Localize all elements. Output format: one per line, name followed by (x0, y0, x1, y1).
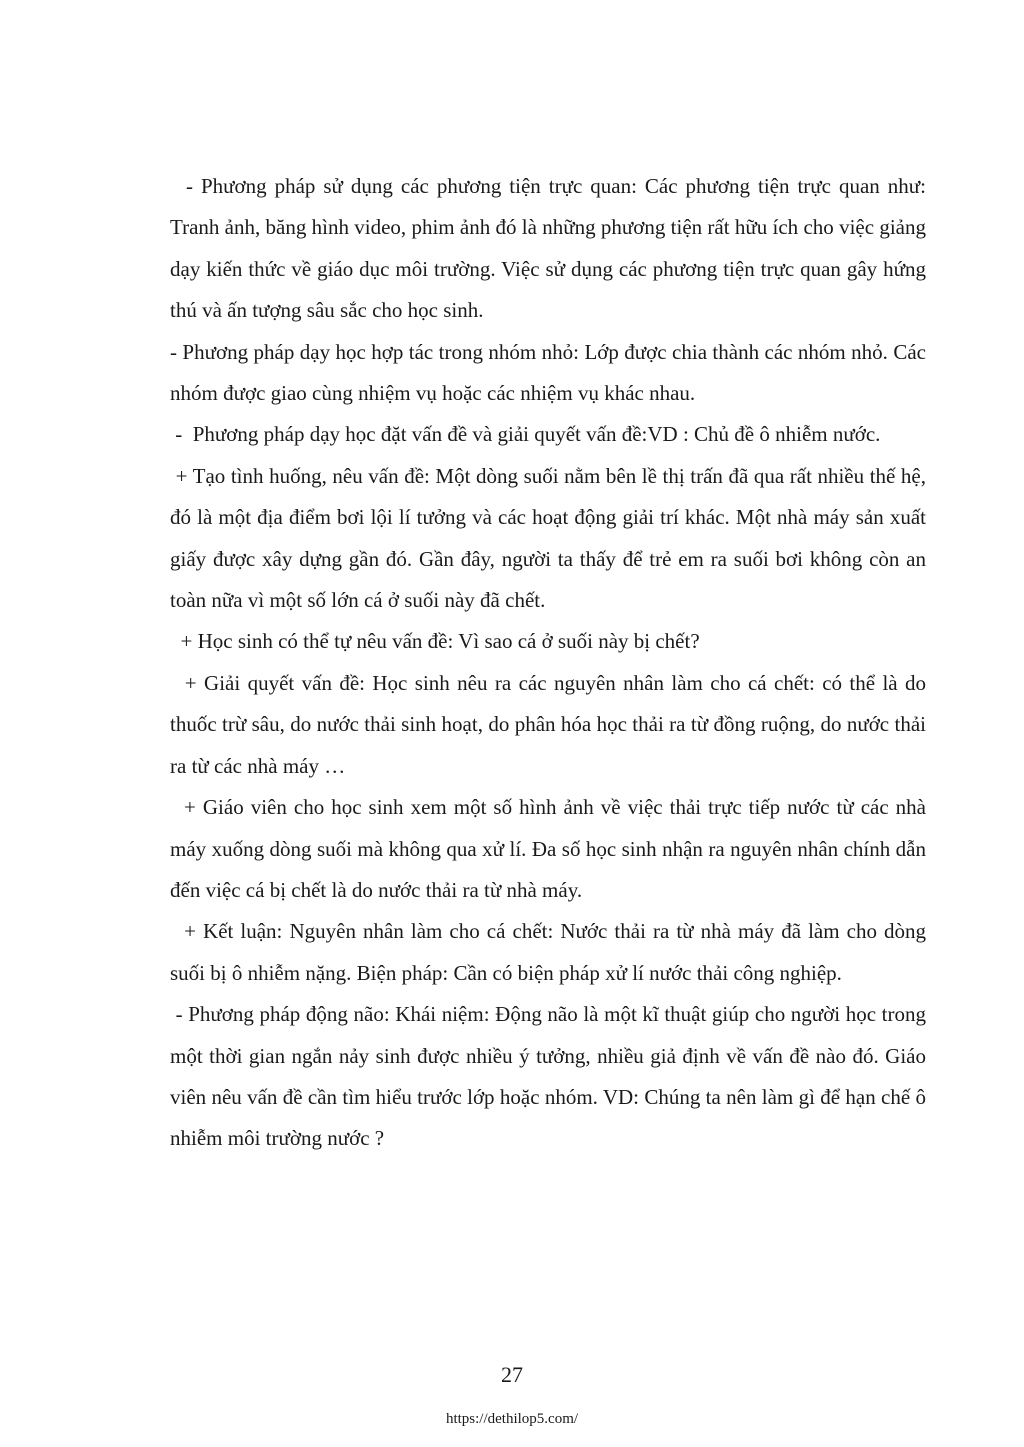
paragraph-problem-solving-method: - Phương pháp dạy học đặt vấn đề và giải quyết vấn đề:VD : Chủ đề ô nhiễm nước. (170, 422, 881, 447)
paragraph-visual-aids-method: - Phương pháp sử dụng các phương tiện trực quan: Các phương tiện trực quan như: Tranh ảnh, băng hình video, phim ảnh đó là những phương tiện rất hữu ích cho việc giảng dạy kiến thức về giáo dục môi trường. Việc sử dụng các phương tiện trực quan gây hứng thú và ấn tượng sâu sắc cho học sinh. (170, 174, 932, 323)
paragraph-brainstorm-method: - Phương pháp động não: Khái niệm: Động não là một kĩ thuật giúp cho người học trong một thời gian ngắn nảy sinh được nhiều ý tưởng, nhiều giả định về vấn đề nào đó. Giáo viên nêu vấn đề cần tìm hiểu trước lớp hoặc nhóm. VD: Chúng ta nên làm gì để hạn chế ô nhiễm môi trường nước ? (170, 1002, 932, 1151)
paragraph-student-raise-problem: + Học sinh có thể tự nêu vấn đề: Vì sao cá ở suối này bị chết? (170, 629, 700, 654)
paragraph-conclusion: + Kết luận: Nguyên nhân làm cho cá chết: Nước thải ra từ nhà máy đã làm cho dòng suối bị ô nhiễm nặng. Biện pháp: Cần có biện pháp xử lí nước thải công nghiệp. (170, 919, 932, 985)
paragraph-create-situation: + Tạo tình huống, nêu vấn đề: Một dòng suối nằm bên lề thị trấn đã qua rất nhiều thế hệ, đó là một địa điểm bơi lội lí tưởng và các hoạt động giải trí khác. Một nhà máy sản xuất giấy được xây dựng gần đó. Gần đây, người ta thấy để trẻ em ra suối bơi không còn an toàn nữa vì một số lớn cá ở suối này đã chết. (170, 463, 932, 613)
footer-url: https://dethilop5.com/ (445, 1411, 579, 1427)
paragraph-solve-problem: + Giải quyết vấn đề: Học sinh nêu ra các nguyên nhân làm cho cá chết: có thể là do thuốc trừ sâu, do nước thải sinh hoạt, do phân hóa học thải ra từ đồng ruộng, do nước thải ra từ các nhà máy … (170, 670, 932, 778)
page-number: 27 (501, 1362, 523, 1387)
paragraph-teacher-shows-images: + Giáo viên cho học sinh xem một số hình ảnh về việc thải trực tiếp nước từ các nhà máy xuống dòng suối mà không qua xử lí. Đa số học sinh nhận ra nguyên nhân chính dẫn đến việc cá bị chết là do nước thải ra từ nhà máy. (170, 795, 932, 902)
paragraph-group-cooperation-method: - Phương pháp dạy học hợp tác trong nhóm nhỏ: Lớp được chia thành các nhóm nhỏ. Các nhóm được giao cùng nhiệm vụ hoặc các nhiệm vụ khác nhau. (170, 339, 932, 406)
body-text (170, 166, 932, 1160)
